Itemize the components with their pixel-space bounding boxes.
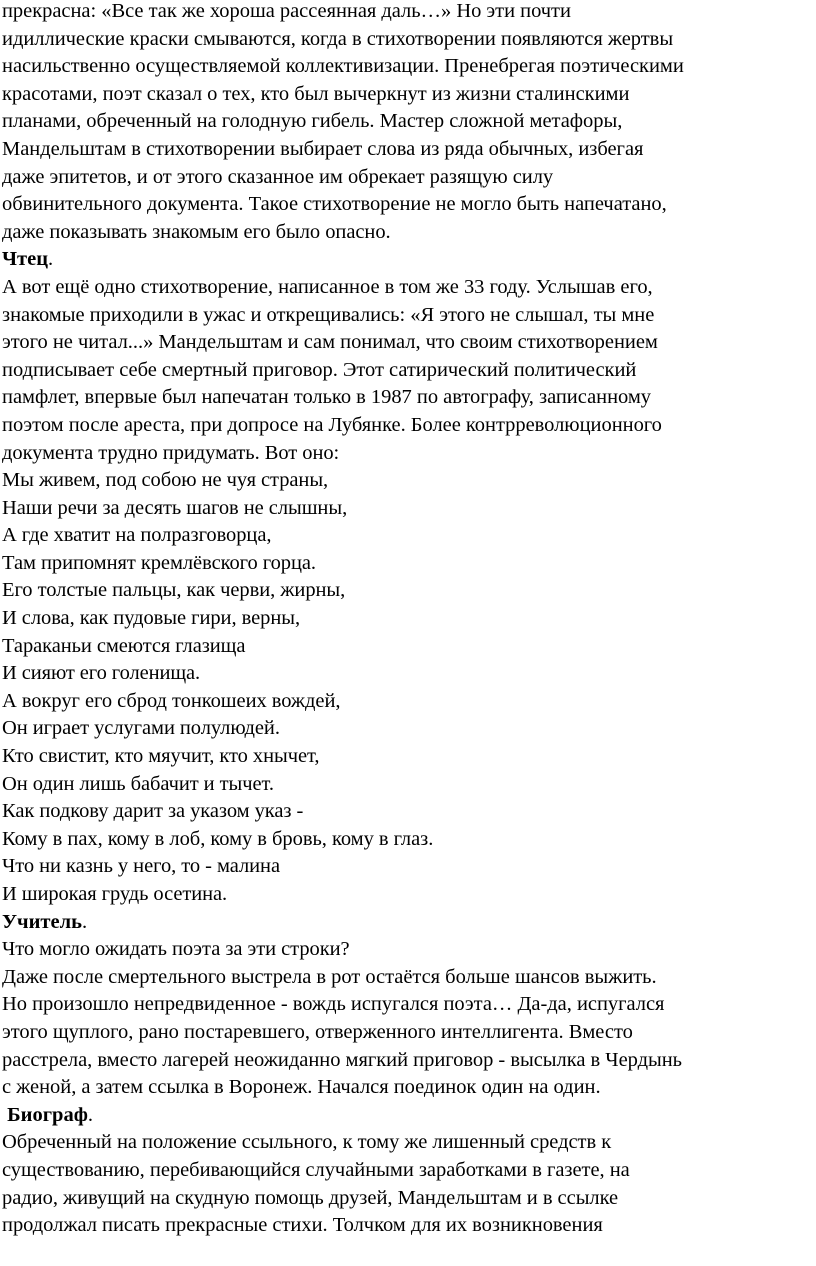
text-line: Даже после смертельного выстрела в рот остаётся больше шансов выжить. xyxy=(2,965,657,988)
text-line: памфлет, впервые был напечатан только в 1987 по автографу, записанному xyxy=(2,386,652,409)
text-line: планами, обреченный на голодную гибель. Мастер сложной метафоры, xyxy=(2,110,623,133)
poem-line: Наши речи за десять шагов не слышны, xyxy=(2,496,348,519)
document-page xyxy=(2,0,814,1240)
text-line: этого щуплого, рано постаревшего, отверженного интеллигента. Вместо xyxy=(2,1020,633,1043)
speaker-teacher xyxy=(2,909,814,937)
biographer-paragraph xyxy=(2,1129,814,1239)
speaker-name: Чтец xyxy=(2,248,49,271)
poem-line: Мы живем, под собою не чуя страны, xyxy=(2,469,329,492)
poem xyxy=(2,467,814,909)
text-line: идиллические краски смываются, когда в стихотворении появляются жертвы xyxy=(2,27,674,50)
text-line: продолжал писать прекрасные стихи. Толчком для их возникновения xyxy=(2,1214,603,1237)
text-line: документа трудно придумать. Вот оно: xyxy=(2,441,340,464)
text-line: этого не читал...» Мандельштам и сам понимал, что своим стихотворением xyxy=(2,331,658,354)
text-line: Но произошло непредвиденное - вождь испугался поэта… Да-да, испугался xyxy=(2,993,665,1016)
text-line: радио, живущий на скудную помощь друзей, Мандельштам и в ссылке xyxy=(2,1186,619,1209)
speaker-name: Биограф xyxy=(7,1103,88,1126)
poem-line: И слова, как пудовые гири, верны, xyxy=(2,607,301,630)
poem-line: И сияют его голенища. xyxy=(2,662,201,685)
poem-line: Он один лишь бабачит и тычет. xyxy=(2,772,274,795)
speaker-punct: . xyxy=(87,1103,94,1126)
speaker-line xyxy=(2,246,814,274)
poem-line: Он играет услугами полулюдей. xyxy=(2,717,280,740)
intro-paragraph xyxy=(2,0,814,246)
speaker-name: Учитель xyxy=(2,910,82,933)
poem-line: А вокруг его сброд тонкошеих вождей, xyxy=(2,689,341,712)
speaker-line xyxy=(2,909,814,937)
text-line: Что могло ожидать поэта за эти строки? xyxy=(2,938,350,961)
text-line: расстрела, вместо лагерей неожиданно мягкий приговор - высылка в Чердынь xyxy=(2,1048,683,1071)
text-line: обвинительного документа. Такое стихотворение не могло быть напечатано, xyxy=(2,193,667,216)
text-line: прекрасна: «Все так же хороша рассеянная даль…» Но эти почти xyxy=(2,0,571,22)
text-line: подписывает себе смертный приговор. Этот сатирический политический xyxy=(2,358,637,381)
poem-line: Как подкову дарит за указом указ - xyxy=(2,800,304,823)
poem-line: Его толстые пальцы, как черви, жирны, xyxy=(2,579,346,602)
poem-line: Там припомнят кремлёвского горца. xyxy=(2,551,316,574)
poem-line: Кто свистит, кто мяучит, кто хнычет, xyxy=(2,745,320,768)
poem-line: И широкая грудь осетина. xyxy=(2,883,228,905)
speaker-reader xyxy=(2,246,814,274)
poem-line: Кому в пах, кому в лоб, кому в бровь, кому в глаз. xyxy=(2,827,434,850)
reader-paragraph xyxy=(2,274,814,467)
text-line: Обреченный на положение ссыльного, к тому же лишенный средств к xyxy=(2,1131,612,1154)
speaker-punct: . xyxy=(81,910,88,933)
text-line: с женой, а затем ссылка в Воронеж. Начался поединок один на один. xyxy=(2,1076,601,1099)
speaker-biographer xyxy=(2,1102,814,1130)
poem-line: Что ни казнь у него, то - малина xyxy=(2,855,280,878)
poem-line: Тараканьи смеются глазища xyxy=(2,634,246,657)
speaker-line xyxy=(2,1102,814,1130)
text-line: насильственно осуществляемой коллективизации. Пренебрегая поэтическими xyxy=(2,55,684,78)
text-line: даже эпитетов, и от этого сказанное им обрекает разящую силу xyxy=(2,165,554,188)
text-line: Мандельштам в стихотворении выбирает слова из ряда обычных, избегая xyxy=(2,137,644,160)
text-line: знакомые приходили в ужас и открещивались: «Я этого не слышал, ты мне xyxy=(2,303,655,326)
text-line: даже показывать знакомым его было опасно. xyxy=(2,220,391,243)
text-line: поэтом после ареста, при допросе на Лубянке. Более контрреволюционного xyxy=(2,413,662,436)
text-line: А вот ещё одно стихотворение, написанное в том же 33 году. Услышав его, xyxy=(2,275,653,298)
text-line: существованию, перебивающийся случайными заработками в газете, на xyxy=(2,1158,630,1181)
poem-line: А где хватит на полразговорца, xyxy=(2,524,272,547)
teacher-paragraph xyxy=(2,936,814,1102)
text-line: красотами, поэт сказал о тех, кто был вычеркнут из жизни сталинскими xyxy=(2,82,630,105)
speaker-punct: . xyxy=(48,248,54,271)
